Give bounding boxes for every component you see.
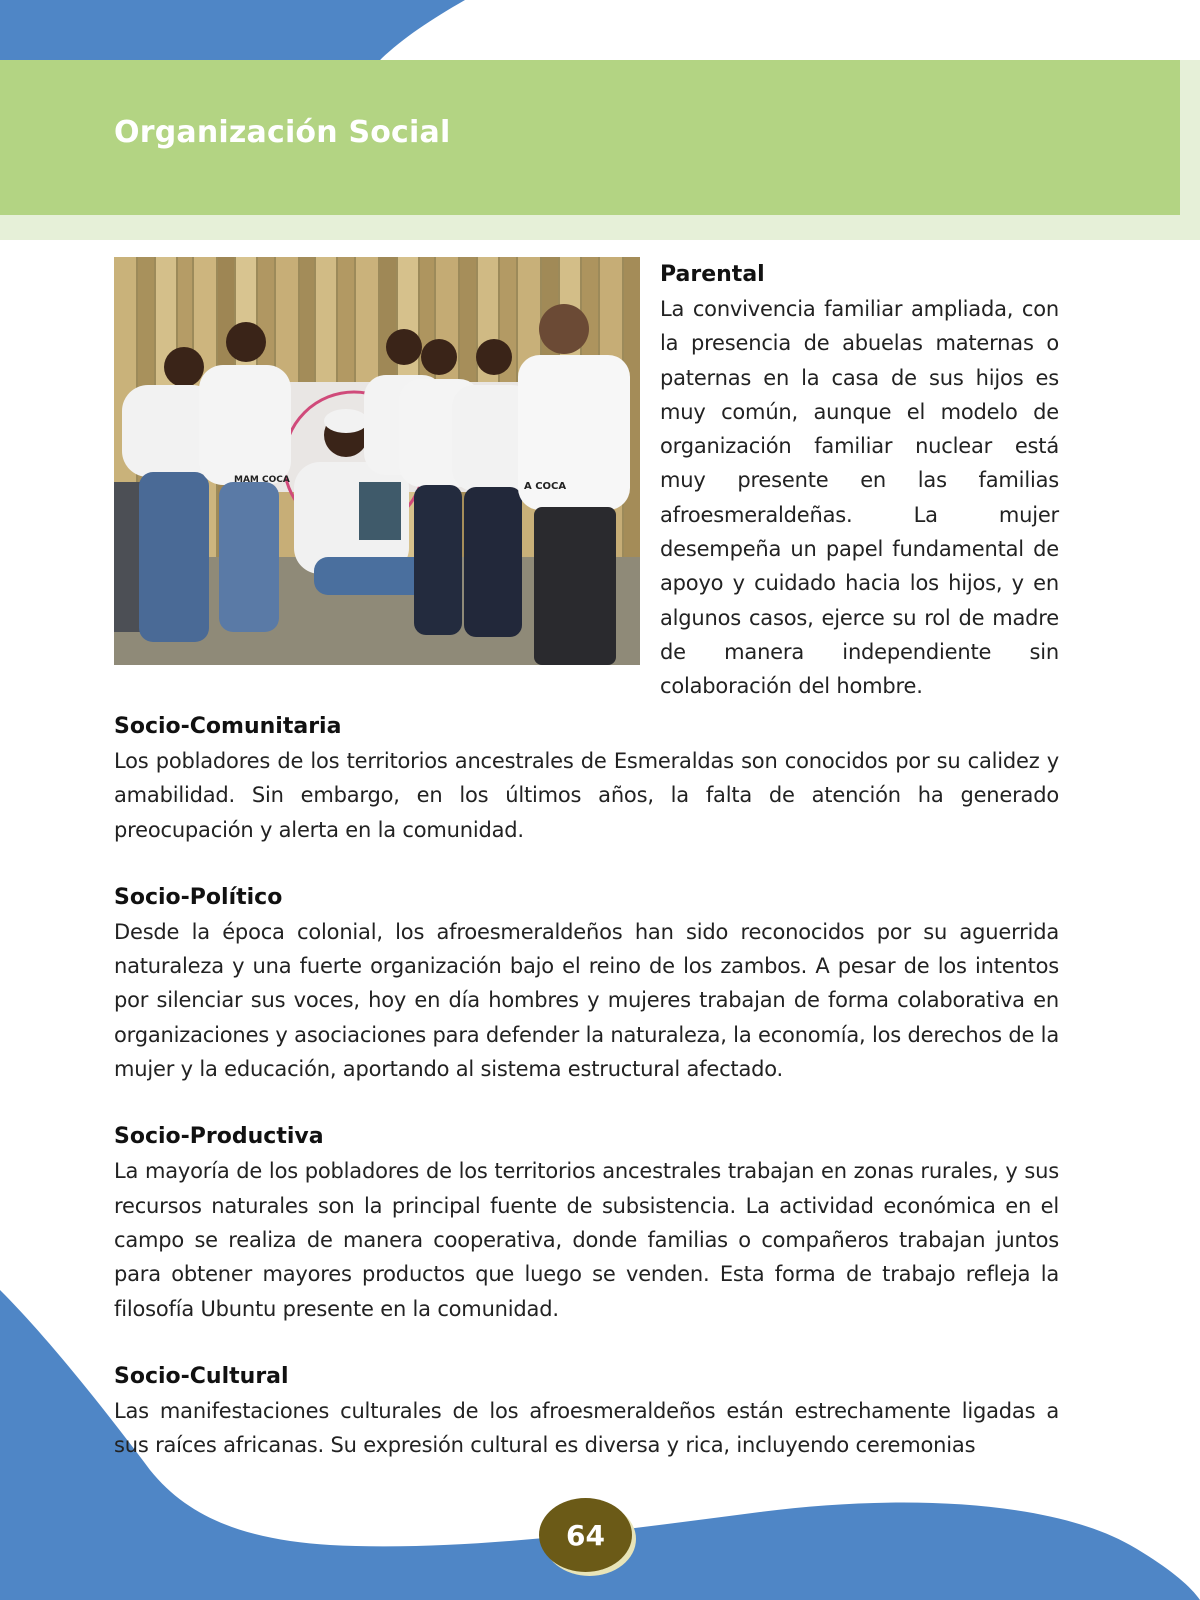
shirt-text-2: A COCA	[524, 481, 567, 492]
main-sections	[114, 710, 1059, 1496]
page-title: Organización Social	[114, 115, 451, 150]
section-body: La convivencia familiar ampliada, con la presencia de abuelas maternas o paternas en la casa de sus hijos es muy común, aunque el modelo de organización familiar nuclear está muy presente en las familias afroesmeraldeñas. La mujer desempeña un papel fundamental de apoyo y cuidado hacia los hijos, y en algunos casos, ejerce su rol de madre de manera independiente sin colaboración del hombre.	[660, 297, 1059, 699]
section-body-comunitaria: Los pobladores de los territorios ancestrales de Esmeraldas son conocidos por su calidez y amabilidad. Sin embargo, en los últimos años, la falta de atención ha generado preocupación y alerta en la comunidad.	[114, 749, 1059, 842]
section-heading: Parental	[660, 262, 765, 287]
section-body-politico: Desde la época colonial, los afroesmeraldeños han sido reconocidos por su aguerrida naturaleza y una fuerte organización bajo el reino de los zambos. A pesar de los intentos por silenciar sus voces, hoy en día hombres y mujeres trabajan de forma colaborativa en organizaciones y asociaciones para defender la naturaleza, la economía, los derechos de la mujer y la educación, aportando al sistema estructural afectado.	[114, 919, 1059, 1082]
top-left-wave	[0, 0, 465, 62]
section-parental	[660, 258, 1059, 704]
shirt-text-1: MAM COCA	[234, 475, 290, 485]
section-heading-productiva: Socio-Productiva	[114, 1124, 324, 1150]
section-body-cultural: Las manifestaciones culturales de los afroesmeraldeños están estrechamente ligadas a sus raíces africanas. Su expresión cultural es diversa y rica, incluyendo ceremonias	[114, 1398, 1059, 1458]
community-photo	[114, 257, 640, 665]
photo-illustration	[114, 257, 640, 665]
section-heading-comunitaria: Socio-Comunitaria	[114, 714, 342, 739]
section-heading-politico: Socio-Político	[114, 884, 283, 910]
section-body-productiva: La mayoría de los pobladores de los territorios ancestrales trabajan en zonas rurales, y sus recursos naturales son la principal fuente de subsistencia. La actividad económica en el campo se realiza de manera cooperativa, donde familias o compañeros trabajan juntos para obtener mayores productos que luego se venden. Esta forma de trabajo refleja la filosofía Ubuntu presente en la comunidad.	[114, 1159, 1059, 1321]
page-number-badge	[539, 1498, 632, 1572]
section-heading-cultural: Socio-Cultural	[114, 1363, 289, 1389]
page-number: 64	[566, 1518, 605, 1552]
